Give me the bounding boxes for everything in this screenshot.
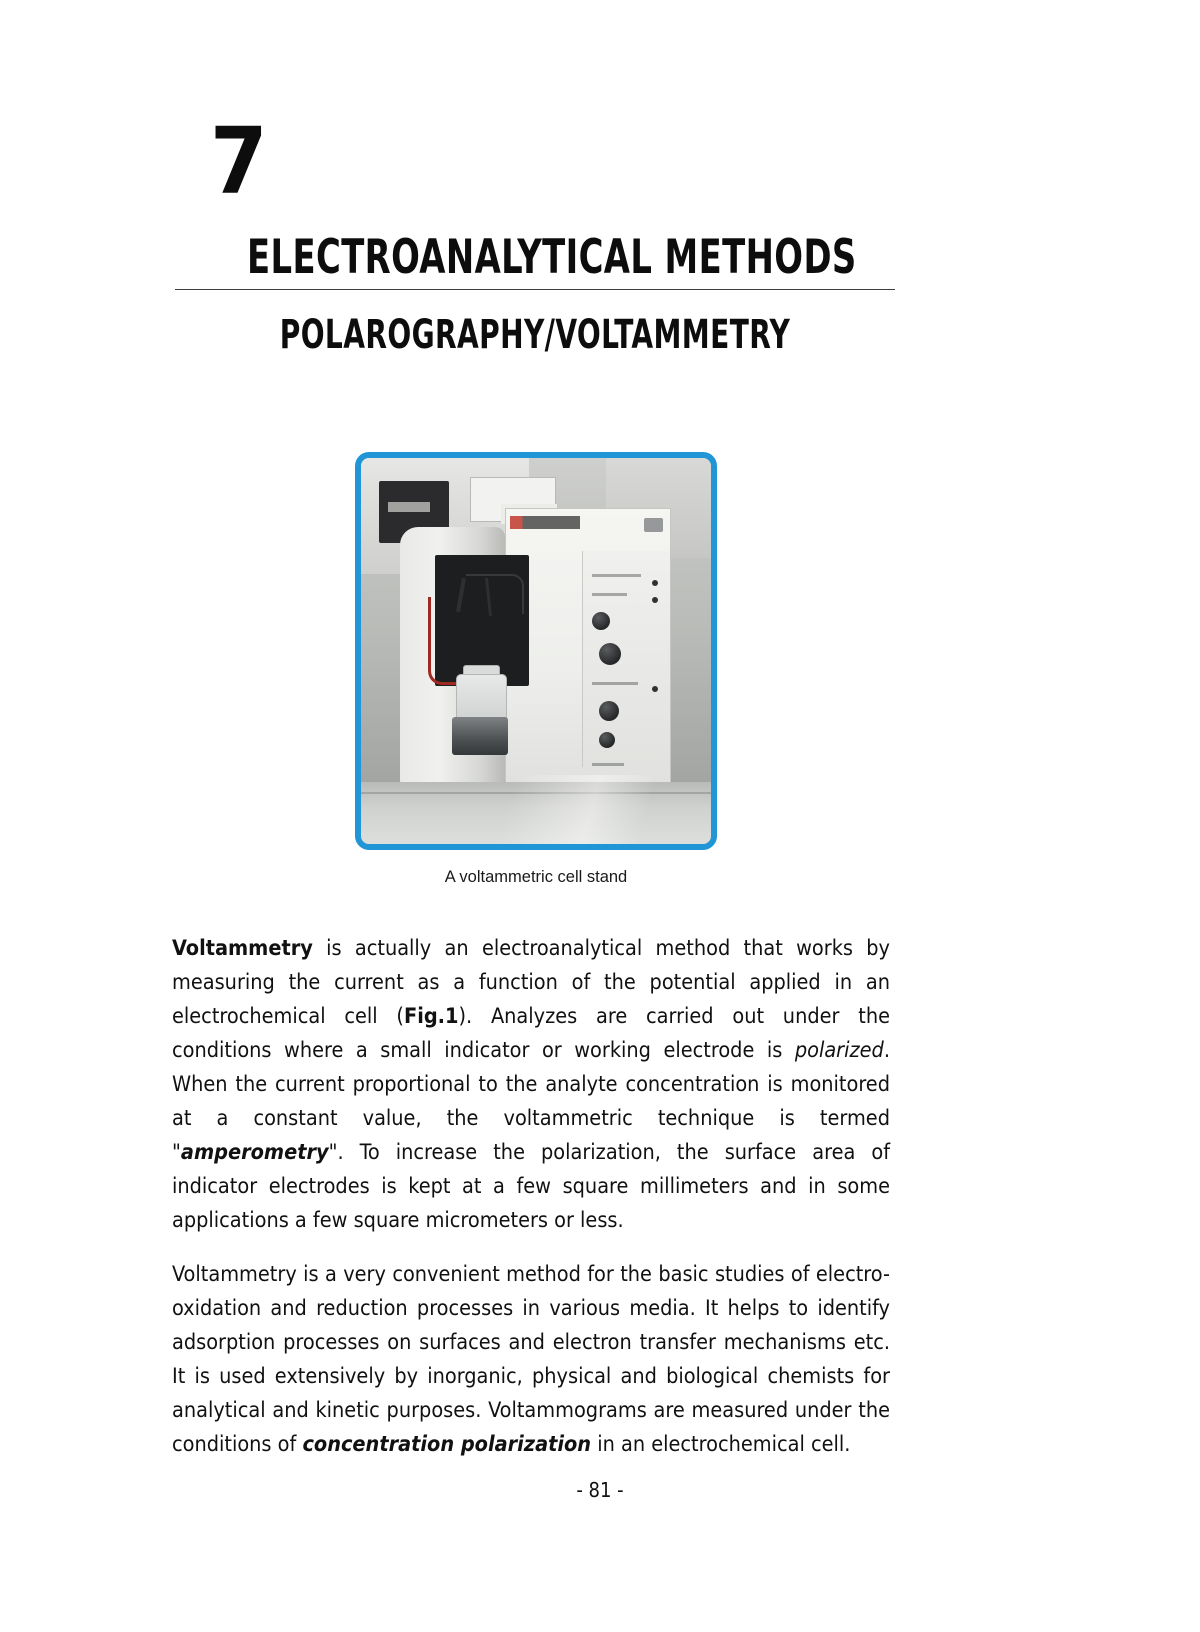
photo-logo-mark xyxy=(644,518,664,532)
page-subtitle: POLAROGRAPHY/VOLTAMMETRY xyxy=(279,311,791,358)
chapter-header xyxy=(175,108,895,358)
figure-image-frame xyxy=(355,452,717,850)
page-number-footer: - 81 - xyxy=(576,1478,624,1502)
paragraph-1-segment-2: ). Analyzes are carried out under the conditions where a small indicator or working electrode is xyxy=(172,1004,890,1063)
chapter-number: 7 xyxy=(210,108,267,215)
photo-indicator-led-2 xyxy=(652,597,658,603)
voltammetric-cell-stand-photo xyxy=(361,458,711,844)
title-divider xyxy=(175,289,895,290)
figure-caption: A voltammetric cell stand xyxy=(444,868,628,886)
paragraph-1-segment-4: ". To increase the polarization, the surface area of indicator electrodes is kept at a few square millimeters and in some applications a few square micrometers or less. xyxy=(172,1140,890,1233)
photo-bench-highlight xyxy=(355,775,717,844)
photo-panel-label-1 xyxy=(592,574,641,577)
paragraph-1 xyxy=(172,932,890,1238)
photo-panel-label-2 xyxy=(592,593,627,596)
body-content xyxy=(172,932,890,1462)
paragraph-2-segment-1: Voltammetry is a very convenient method for the basic studies of electro-oxidation and reduction processes in various media. It helps to identify adsorption processes on surfaces and electron transfer mechanisms etc. It is used extensively by inorganic, physical and biological chemists for analytical and kinetic purposes. Voltammograms are measured under the conditions of xyxy=(172,1262,890,1457)
paragraph-1-segment-1: is actually an electroanalytical method that works by measuring the current as a function of the potential applied in an electrochemical cell ( xyxy=(172,936,890,1029)
figure xyxy=(355,452,717,887)
term-amperometry: amperometry xyxy=(180,1140,329,1165)
photo-control-knob-4 xyxy=(599,732,615,748)
photo-glass-cell xyxy=(456,674,507,722)
photo-panel-label-3 xyxy=(592,682,638,685)
paragraph-1-segment-3: . When the current proportional to the analyte concentration is monitored at a constant value, the voltammetric technique is termed " xyxy=(172,1038,890,1165)
term-concentration-polarization: concentration polarization xyxy=(302,1432,592,1457)
paragraph-1-lead-term: Voltammetry xyxy=(172,936,313,961)
photo-cell-base xyxy=(452,717,508,756)
photo-indicator-led-3 xyxy=(652,686,658,692)
photo-dark-wire xyxy=(466,574,524,615)
photo-brand-strip xyxy=(510,516,579,529)
photo-indicator-led-1 xyxy=(652,580,658,586)
photo-panel-label-4 xyxy=(592,763,624,766)
term-polarized: polarized xyxy=(794,1038,884,1063)
paragraph-2-segment-2: in an electrochemical cell. xyxy=(591,1432,851,1457)
figure-reference: Fig.1 xyxy=(403,1004,459,1029)
paragraph-2 xyxy=(172,1258,890,1462)
page-title: ELECTROANALYTICAL METHODS xyxy=(247,229,857,285)
